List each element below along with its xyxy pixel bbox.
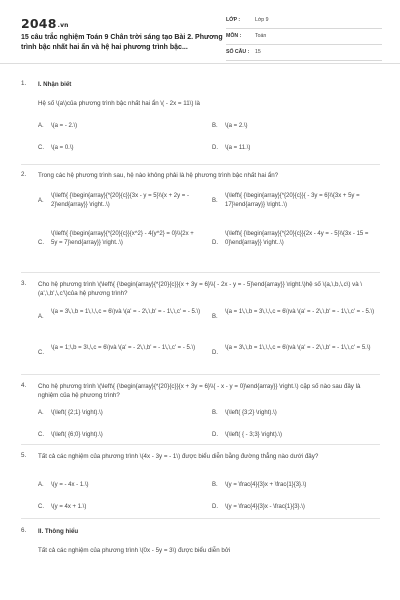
option-text: \(\left\{ {\begin{array}{*{20}{c}}{ - 3y = 6}\\{3x + 5y = 17}\end{array}} \right..\) (225, 193, 360, 208)
option-text: \(y = \frac{4}{3}x - \frac{1}{3}.\) (225, 504, 305, 510)
meta-row-subject (226, 29, 382, 45)
page-header (0, 0, 400, 64)
section-title: I. Nhận biết (38, 81, 72, 88)
option-letter: A. (38, 123, 44, 129)
option-text: \(\left( {6;0} \right).\) (51, 432, 103, 438)
option-letter: D. (212, 504, 218, 510)
meta-value: Lớp 9 (255, 17, 269, 23)
option-letter: D. (212, 432, 218, 438)
question-text: Cho hệ phương trình \(\left\{ {\begin{array}{*{20}{c}}{x + 3y = 6}\\{ - 2x - y = - 5}\end{array}} \right.\)hệ số \(a,\,b,\,c\) và \(a',\,b',\,c'\)của hệ phương trình? (38, 281, 363, 297)
option-text: \(\left\{ {\begin{array}{*{20}{c}}{x^2} - 4{y^2} = 0}\\{2x + 5y = 7}\end{array}} \right..\) (51, 231, 194, 246)
option-letter: D. (212, 145, 218, 151)
divider (21, 374, 380, 375)
option-text: \(y = - 4x - 1.\) (51, 482, 89, 488)
question-number: 3. (21, 280, 27, 287)
option-letter: B. (212, 123, 218, 129)
section-title: II. Thông hiểu (38, 528, 79, 535)
meta-label: MÔN : (226, 33, 242, 39)
option-text: \(a = 1;\,b = 3\,\,c = 6\)và \(a' = - 2\,\,b' = - 1\,\,c' = - 5.\) (51, 345, 196, 351)
option-letter: B. (212, 198, 218, 204)
option-letter: A. (38, 314, 44, 320)
site-logo[interactable] (21, 16, 69, 31)
option-text: \(y = 4x + 1.\) (51, 504, 87, 510)
option-letter: C. (38, 240, 44, 246)
meta-table (226, 13, 382, 61)
option-text: \(a = 11.\) (225, 145, 251, 151)
meta-row-count (226, 45, 382, 61)
option-letter: A. (38, 410, 44, 416)
question-text: Trong các hệ phương trình sau, hệ nào không phải là hệ phương trình bậc nhất hai ẩn? (38, 172, 279, 179)
option-text: \(\left\{ {\begin{array}{*{20}{c}}{2x - 4y = - 5}\\{3x - 15 = 0}\end{array}} \right..\) (225, 231, 369, 246)
question-number: 2. (21, 171, 27, 178)
option-text: \(y = \frac{4}{3}x + \frac{1}{3}.\) (225, 482, 307, 488)
document-title: 15 câu trắc nghiệm Toán 9 Chân trời sáng tạo Bài 2. Phương trình bậc nhất hai ẩn và hệ hai phương trình bậc... (21, 34, 223, 51)
divider (21, 164, 380, 165)
question-text: Hệ số \(a\)của phương trình bậc nhất hai ẩn \( - 2x = 11\) là (38, 100, 200, 107)
logo-text: 2048 (21, 16, 57, 31)
divider (21, 518, 380, 519)
meta-row-class (226, 13, 382, 29)
question-number: 1. (21, 80, 27, 87)
logo-suffix: .vn (57, 22, 69, 29)
option-text: \(a = 3\,\,b = 1\,\,\,c = 6\)và \(a' = - 2\,\,b' = - 1\,\,c' = 5.\) (225, 345, 371, 351)
question-text: Cho hệ phương trình \(\left\{ {\begin{array}{*{20}{c}}{x + 3y = 6}\\{ - x - y = 0}\end{array}} \right.\) cặp số nào sau đây là nghiệm của hệ phương trình? (38, 383, 361, 399)
divider (21, 444, 380, 445)
option-text: \(a = 1\,\,b = 3\,\,\,c = 6\)và \(a' = - 2\,\,b' = - 1\,\,c' = - 5.\) (225, 309, 375, 315)
option-text: \(\left( {3;2} \right).\) (225, 410, 277, 416)
option-text: \(a = - 2.\) (51, 123, 78, 129)
option-letter: C. (38, 432, 44, 438)
question-text: Tất cả các nghiệm của phương trình \(0x - 5y = 3\) được biểu diễn bởi (38, 547, 231, 554)
option-text: \(\left( { - 3;3} \right).\) (225, 432, 283, 438)
option-letter: B. (212, 314, 218, 320)
option-letter: A. (38, 198, 44, 204)
option-text: \(\left( {2;1} \right).\) (51, 410, 103, 416)
question-text: Tất cả các nghiệm của phương trình \(4x - 3y = - 1\) được biểu diễn bằng đường thẳng nào dưới đây? (38, 453, 319, 460)
question-number: 6. (21, 527, 27, 534)
option-letter: C. (38, 145, 44, 151)
option-letter: D. (212, 350, 218, 356)
meta-value: Toán (255, 33, 267, 39)
option-text: \(a = 3\,\,b = 1\,\,\,c = 6\)và \(a' = - 2\,\,b' = - 1\,\,c' = - 5.\) (51, 309, 201, 315)
option-letter: B. (212, 410, 218, 416)
option-letter: C. (38, 504, 44, 510)
option-letter: C. (38, 350, 44, 356)
meta-label: LỚP : (226, 17, 241, 23)
option-text: \(a = 0.\) (51, 145, 74, 151)
divider (21, 272, 380, 273)
option-letter: A. (38, 482, 44, 488)
option-letter: B. (212, 482, 218, 488)
meta-value: 15 (255, 49, 261, 55)
question-number: 5. (21, 452, 27, 459)
question-number: 4. (21, 382, 27, 389)
option-letter: D. (212, 240, 218, 246)
meta-label: SỐ CÂU : (226, 49, 250, 55)
option-text: \(\left\{ {\begin{array}{*{20}{c}}{3x - y = 5}\\{x + 2y = - 2}\end{array}} \right..\) (51, 193, 189, 208)
option-text: \(a = 2.\) (225, 123, 248, 129)
